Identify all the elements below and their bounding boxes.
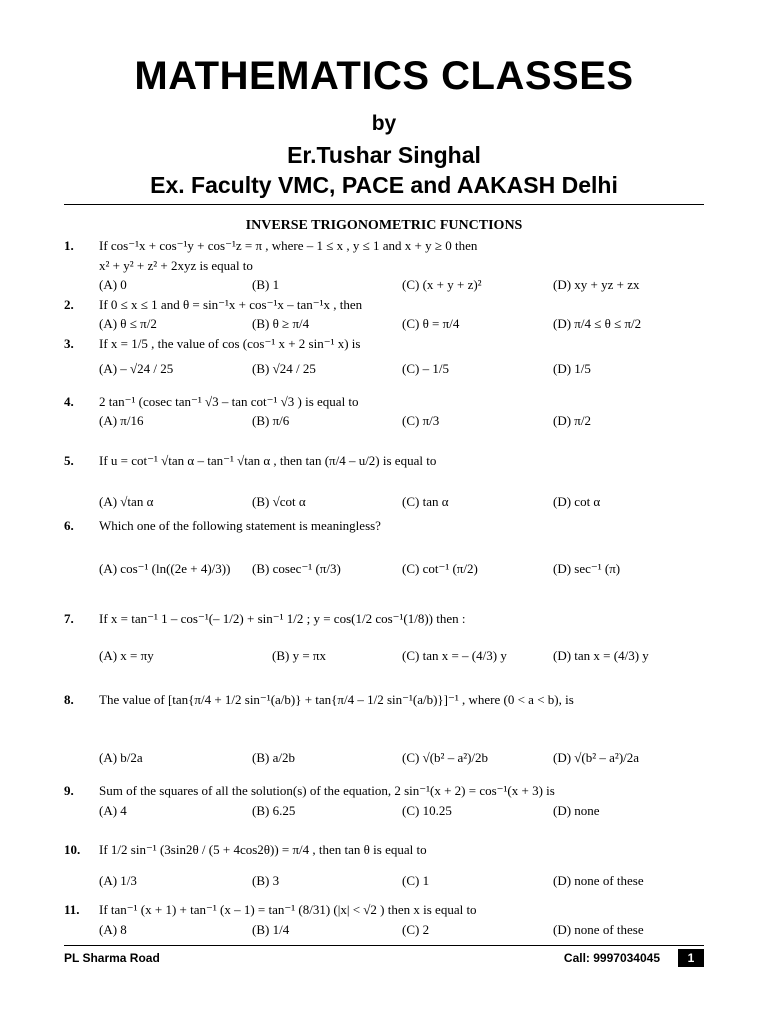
question-text: Which one of the following statement is meaningless? — [99, 518, 381, 533]
option-a: (A) 4 — [99, 803, 127, 818]
options-row — [0, 492, 768, 512]
question-number: 2. — [64, 297, 74, 312]
question-number: 11. — [64, 902, 80, 917]
option-a: (A) θ ≤ π/2 — [99, 316, 157, 331]
question — [0, 236, 768, 256]
option-d: (D) xy + yz + zx — [553, 277, 640, 292]
option-c: (C) 10.25 — [402, 803, 452, 818]
question-number: 8. — [64, 692, 74, 707]
option-c: (C) 2 — [402, 922, 430, 937]
options-row — [0, 559, 768, 579]
question — [0, 609, 768, 629]
options-row — [0, 920, 768, 940]
option-a: (A) cos⁻¹ (ln((2e + 4)/3)) — [99, 561, 231, 576]
question — [0, 392, 768, 412]
option-d: (D) 1/5 — [553, 361, 591, 376]
option-a: (A) b/2a — [99, 750, 143, 765]
question-text: If tan⁻¹ (x + 1) + tan⁻¹ (x – 1) = tan⁻¹ (8/31) (|x| < √2 ) then x is equal to — [99, 902, 477, 917]
options-row — [0, 646, 768, 666]
question — [0, 900, 768, 920]
option-d: (D) π/4 ≤ θ ≤ π/2 — [553, 316, 642, 331]
question-text: If 0 ≤ x ≤ 1 and θ = sin⁻¹x + cos⁻¹x – tan⁻¹x , then — [99, 297, 363, 312]
footer-phone: Call: 9997034045 — [563, 951, 660, 965]
option-c: (C) π/3 — [402, 413, 440, 428]
question — [0, 781, 768, 801]
question-number: 6. — [64, 518, 74, 533]
option-b: (B) y = πx — [272, 648, 326, 663]
option-b: (B) cosec⁻¹ (π/3) — [252, 561, 341, 576]
option-d: (D) π/2 — [553, 413, 591, 428]
option-a: (A) – √24 / 25 — [99, 361, 174, 376]
faculty-line: Ex. Faculty VMC, PACE and AAKASH Delhi — [150, 172, 618, 198]
option-c: (C) θ = π/4 — [402, 316, 460, 331]
question-text: Sum of the squares of all the solution(s) of the equation, 2 sin⁻¹(x + 2) = cos⁻¹(x + 3) is — [99, 783, 555, 798]
topic-heading: INVERSE TRIGONOMETRIC FUNCTIONS — [245, 218, 523, 233]
question — [0, 334, 768, 354]
option-c: (C) cot⁻¹ (π/2) — [402, 561, 478, 576]
question-number: 10. — [64, 842, 81, 857]
question-text: x² + y² + z² + 2xyz is equal to — [99, 258, 253, 273]
footer-address: PL Sharma Road — [64, 951, 160, 965]
question-text: If u = cot⁻¹ √tan α – tan⁻¹ √tan α , then tan (π/4 – u/2) is equal to — [99, 453, 437, 468]
question-text: If x = tan⁻¹ 1 – cos⁻¹(– 1/2) + sin⁻¹ 1/2 ; y = cos(1/2 cos⁻¹(1/8)) then : — [99, 611, 466, 626]
option-b: (B) √24 / 25 — [252, 361, 316, 376]
option-c: (C) tan x = – (4/3) y — [402, 648, 507, 663]
page-title: MATHEMATICS CLASSES — [134, 54, 634, 98]
option-b: (B) 3 — [252, 873, 280, 888]
by-line: by — [371, 112, 397, 135]
page-number-badge: 1 — [678, 949, 704, 967]
option-b: (B) 6.25 — [252, 803, 296, 818]
option-d: (D) cot α — [553, 494, 601, 509]
question-number: 7. — [64, 611, 74, 626]
option-d: (D) tan x = (4/3) y — [553, 648, 649, 663]
options-row — [0, 871, 768, 891]
question-number: 3. — [64, 336, 74, 351]
question — [0, 295, 768, 315]
question-text: 2 tan⁻¹ (cosec tan⁻¹ √3 – tan cot⁻¹ √3 ) is equal to — [99, 394, 359, 409]
options-row — [0, 275, 768, 295]
option-c: (C) √(b² – a²)/2b — [402, 750, 489, 765]
question — [0, 451, 768, 471]
option-c: (C) (x + y + z)² — [402, 277, 482, 292]
header-divider — [64, 204, 704, 205]
option-a: (A) x = πy — [99, 648, 154, 663]
question-number: 9. — [64, 783, 74, 798]
option-a: (A) 1/3 — [99, 873, 137, 888]
question-continued — [0, 256, 768, 276]
option-b: (B) θ ≥ π/4 — [252, 316, 310, 331]
question-text: If x = 1/5 , the value of cos (cos⁻¹ x + 2 sin⁻¹ x) is — [99, 336, 361, 351]
question — [0, 516, 768, 536]
question-text: If cos⁻¹x + cos⁻¹y + cos⁻¹z = π , where – 1 ≤ x , y ≤ 1 and x + y ≥ 0 then — [99, 238, 478, 253]
question-number: 5. — [64, 453, 74, 468]
question-number: 4. — [64, 394, 74, 409]
option-a: (A) π/16 — [99, 413, 144, 428]
options-row — [0, 314, 768, 334]
question-text: The value of [tan{π/4 + 1/2 sin⁻¹(a/b)} + tan{π/4 – 1/2 sin⁻¹(a/b)}]⁻¹ , where (0 < a < b), is — [99, 692, 574, 707]
option-a: (A) 0 — [99, 277, 127, 292]
option-d: (D) sec⁻¹ (π) — [553, 561, 621, 576]
option-c: (C) tan α — [402, 494, 449, 509]
question-number: 1. — [64, 238, 74, 253]
option-c: (C) 1 — [402, 873, 430, 888]
option-b: (B) a/2b — [252, 750, 295, 765]
option-a: (A) √tan α — [99, 494, 154, 509]
options-row — [0, 359, 768, 379]
question — [0, 690, 768, 710]
option-d: (D) none of these — [553, 873, 644, 888]
options-row — [0, 801, 768, 821]
options-row — [0, 748, 768, 768]
question — [0, 840, 768, 860]
option-c: (C) – 1/5 — [402, 361, 449, 376]
option-d: (D) none — [553, 803, 600, 818]
page-footer — [64, 948, 704, 968]
author-name: Er.Tushar Singhal — [287, 142, 481, 168]
option-b: (B) 1 — [252, 277, 280, 292]
option-d: (D) none of these — [553, 922, 644, 937]
option-b: (B) √cot α — [252, 494, 306, 509]
option-d: (D) √(b² – a²)/2a — [553, 750, 640, 765]
option-b: (B) 1/4 — [252, 922, 290, 937]
option-b: (B) π/6 — [252, 413, 290, 428]
options-row — [0, 411, 768, 431]
option-a: (A) 8 — [99, 922, 127, 937]
footer-divider — [64, 945, 704, 946]
question-text: If 1/2 sin⁻¹ (3sin2θ / (5 + 4cos2θ)) = π/4 , then tan θ is equal to — [99, 842, 427, 857]
